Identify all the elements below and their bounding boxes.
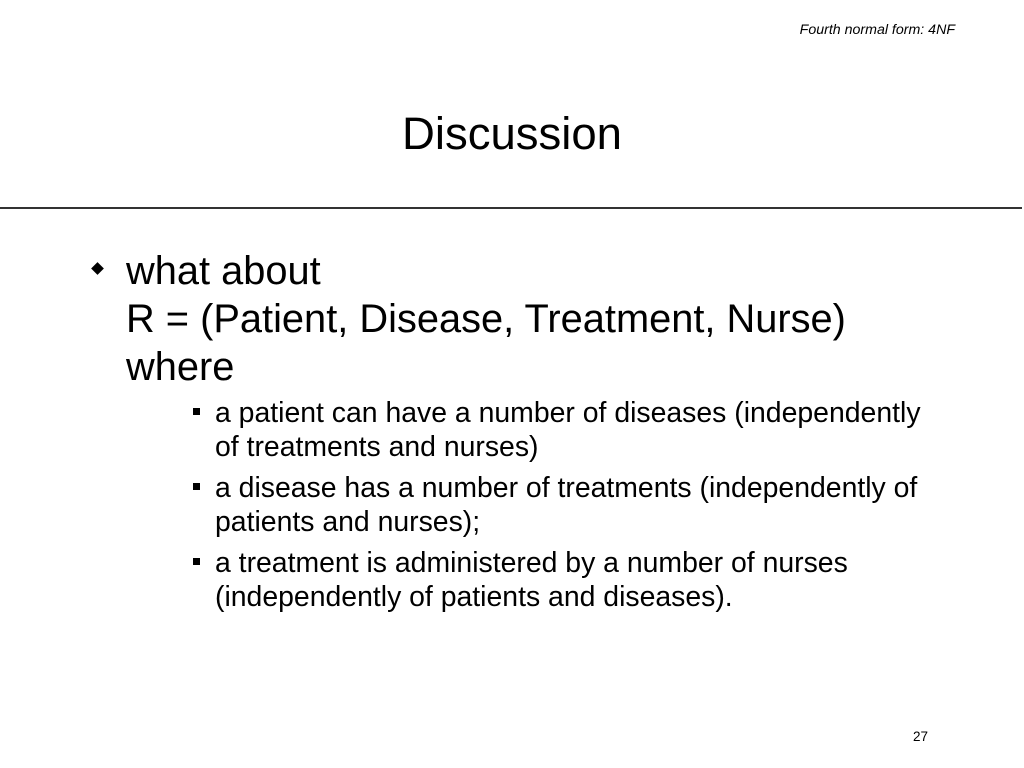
slide-header: Fourth normal form: 4NF <box>799 22 955 38</box>
bullet-line: R = (Patient, Disease, Treatment, Nurse) <box>126 297 846 341</box>
bullet-line: what about <box>126 249 321 293</box>
square-bullet-icon <box>193 483 200 490</box>
bullet-item <box>126 247 986 391</box>
sub-bullet-text: a treatment is administered by a number of nurses (independently of patients and diseases). <box>215 547 848 613</box>
sub-bullet-item <box>215 472 937 539</box>
slide-title: Discussion <box>402 108 622 159</box>
sub-bullet-item <box>215 397 937 464</box>
bullet-line: where <box>126 345 235 389</box>
diamond-bullet-icon <box>91 262 104 275</box>
title-divider <box>0 207 1022 209</box>
square-bullet-icon <box>193 558 200 565</box>
sub-bullet-list <box>215 397 937 614</box>
square-bullet-icon <box>193 408 200 415</box>
page-number: 27 <box>912 729 928 744</box>
sub-bullet-item <box>215 547 937 614</box>
sub-bullet-text: a disease has a number of treatments (independently of patients and nurses); <box>215 472 918 538</box>
sub-bullet-text: a patient can have a number of diseases (independently of treatments and nurses) <box>215 397 921 463</box>
